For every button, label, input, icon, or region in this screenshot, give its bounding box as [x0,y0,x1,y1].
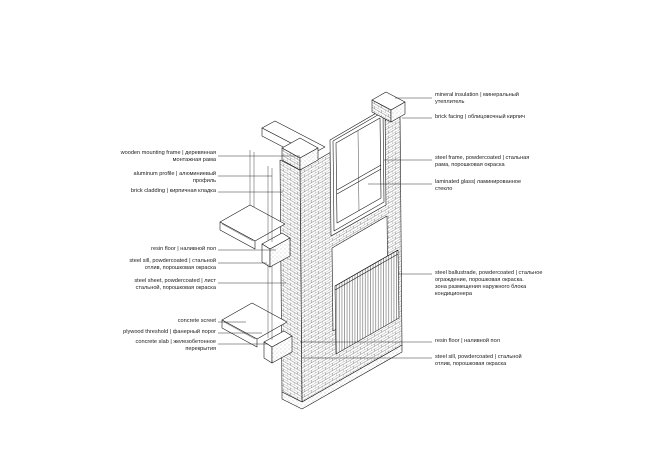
label-line: mineral insulation | минеральный [435,92,519,98]
label-line: resin floor | наливной пол [435,338,500,344]
label-line: concrete screet [177,318,216,324]
label-steel-sill-lower [435,354,522,368]
label-line: plywood threshold | фанерный порог [123,329,216,335]
label-concrete-screed [178,318,216,325]
label-line: перекрытия [185,346,216,352]
label-line: steel sill, powdercoated | стальной [129,258,216,264]
label-line: стекло [435,186,453,192]
label-brick-cladding [131,188,216,195]
label-line: steel ballustrade, powdercoated | стальное [435,270,543,276]
label-steel-balustrade [435,270,542,298]
label-line: монтажная рама [172,157,216,163]
label-wooden-mounting-frame [121,150,216,164]
label-concrete-slab [136,339,216,353]
label-line: зона размещения наружного блока [435,284,527,290]
label-resin-floor-upper [151,246,216,253]
label-aluminum-profile [133,171,216,185]
label-line: brick cladding | кирпичная кладка [130,188,216,194]
label-line: steel sheet, powdercoated | лист [134,278,216,284]
label-plywood-threshold [123,329,216,336]
label-brick-facing [435,114,525,121]
label-line: кондиционера [435,291,472,297]
label-steel-sill-upper [129,258,216,272]
label-line: resin floor | наливной пол [151,246,216,252]
brick-cladding-wall [280,160,302,402]
label-laminated-glass [435,179,521,193]
label-line: brick facing | облицовочный кирпич [435,114,525,120]
label-resin-floor-lower [435,338,500,345]
label-line: ограждение, порошковая окраска. [435,277,524,283]
label-line: aluminum profile | алюминиевый [133,171,216,177]
label-line: wooden mounting frame | деревянная [120,150,216,156]
label-line: steel frame, powdercoated | стальная [435,155,530,161]
label-line: утеплитель [435,99,465,105]
label-steel-frame [435,155,529,169]
label-line: отлив, порошковая окраска [435,361,507,367]
label-steel-sheet [134,278,216,292]
label-line: concrete slab | железобетонное [135,339,216,345]
label-line: профиль [192,178,216,184]
label-line: рама, порошковая окраска [435,162,505,168]
label-mineral-insulation [435,92,519,106]
label-line: steel sill, powdercoated | стальной [435,354,522,360]
label-line: laminated glass| ламинированное [435,179,522,185]
label-line: отлив, порошковая окраска [144,265,216,271]
label-line: стальной, порошковая окраска [135,285,216,291]
